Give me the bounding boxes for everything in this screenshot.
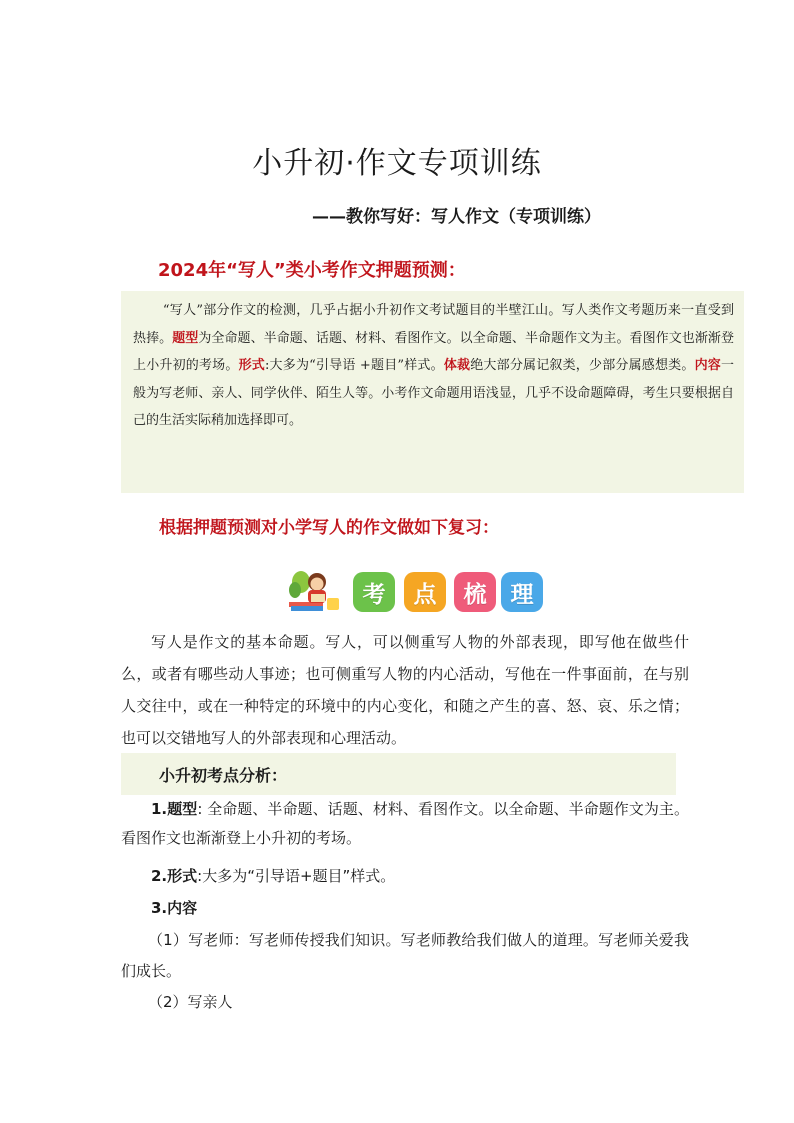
tile-li: 理 bbox=[501, 572, 543, 612]
type-label: 题型 bbox=[172, 330, 199, 346]
prediction-heading: 2024年“写人”类小考作文押题预测： bbox=[158, 260, 466, 281]
content-sub-1: （1）写老师：写老师传授我们知识。写老师教给我们做人的道理。写老师关爱我们成长。 bbox=[121, 931, 689, 980]
analysis-section-bar bbox=[121, 753, 676, 795]
analysis-item-1 bbox=[121, 795, 689, 853]
prediction-paragraph bbox=[133, 297, 734, 435]
kaodian-shuli-banner bbox=[287, 568, 543, 612]
intro-paragraph: 写人是作文的基本命题。写人，可以侧重写人物的外部表现，即写他在做些什么，或者有哪些动人事迹；也可侧重写人物的内心活动，写他在一件事面前，在与别人交往中，或在一种特定的环境中的内心变化，和随之产生的喜、怒、哀、乐之情；也可以交错地写人的外部表现和心理活动。 bbox=[121, 633, 689, 747]
prediction-intro: “写人”部分作文的检测，几乎占据小升初作文考试题目的半壁江山。写人类作文考题历来一直受到热捧。 bbox=[133, 303, 734, 346]
analysis-title: 小升初考点分析： bbox=[159, 766, 288, 785]
form-text: :大多为“引导语 +题目”样式。 bbox=[264, 358, 444, 374]
page-title: 小升初·作文专项训练 bbox=[252, 146, 542, 181]
girl-reading-books-icon bbox=[287, 568, 343, 612]
item1-text: : 全命题、半命题、话题、材料、看图作文。以全命题、半命题作文为主。看图作文也渐渐登上小升初的考场。 bbox=[121, 800, 689, 847]
item2-text: :大多为“引导语+题目”样式。 bbox=[197, 867, 396, 885]
genre-text: 绝大部分属记叙类，少部分属感想类。 bbox=[470, 358, 695, 374]
tile-kao: 考 bbox=[353, 572, 395, 612]
review-heading: 根据押题预测对小学写人的作文做如下复习： bbox=[159, 518, 499, 538]
analysis-item-3: 3.内容 bbox=[151, 899, 198, 917]
item2-label: 2.形式 bbox=[151, 867, 198, 885]
item1-label: 1.题型 bbox=[151, 800, 198, 818]
form-label: 形式 bbox=[238, 358, 265, 374]
genre-label: 体裁 bbox=[443, 358, 471, 374]
prediction-box bbox=[121, 291, 744, 493]
content-label: 内容 bbox=[694, 358, 721, 374]
page-subtitle: ——教你写好：写人作文（专项训练） bbox=[312, 207, 601, 227]
tile-shu: 梳 bbox=[454, 572, 496, 612]
tile-dian: 点 bbox=[404, 572, 446, 612]
analysis-item-2 bbox=[121, 861, 395, 891]
type-text: 为全命题、半命题、话题、材料、看图作文。以全命题、半命题作文为主。看图作文也渐渐登上小升初的考场。 bbox=[133, 330, 734, 374]
content-text: 一般为写老师、亲人、同学伙伴、陌生人等。小考作文命题用语浅显，几乎不设命题障碍，考生只要根据自己的生活实际稍加选择即可。 bbox=[133, 358, 734, 429]
content-sub-2: （2）写亲人 bbox=[148, 993, 233, 1011]
